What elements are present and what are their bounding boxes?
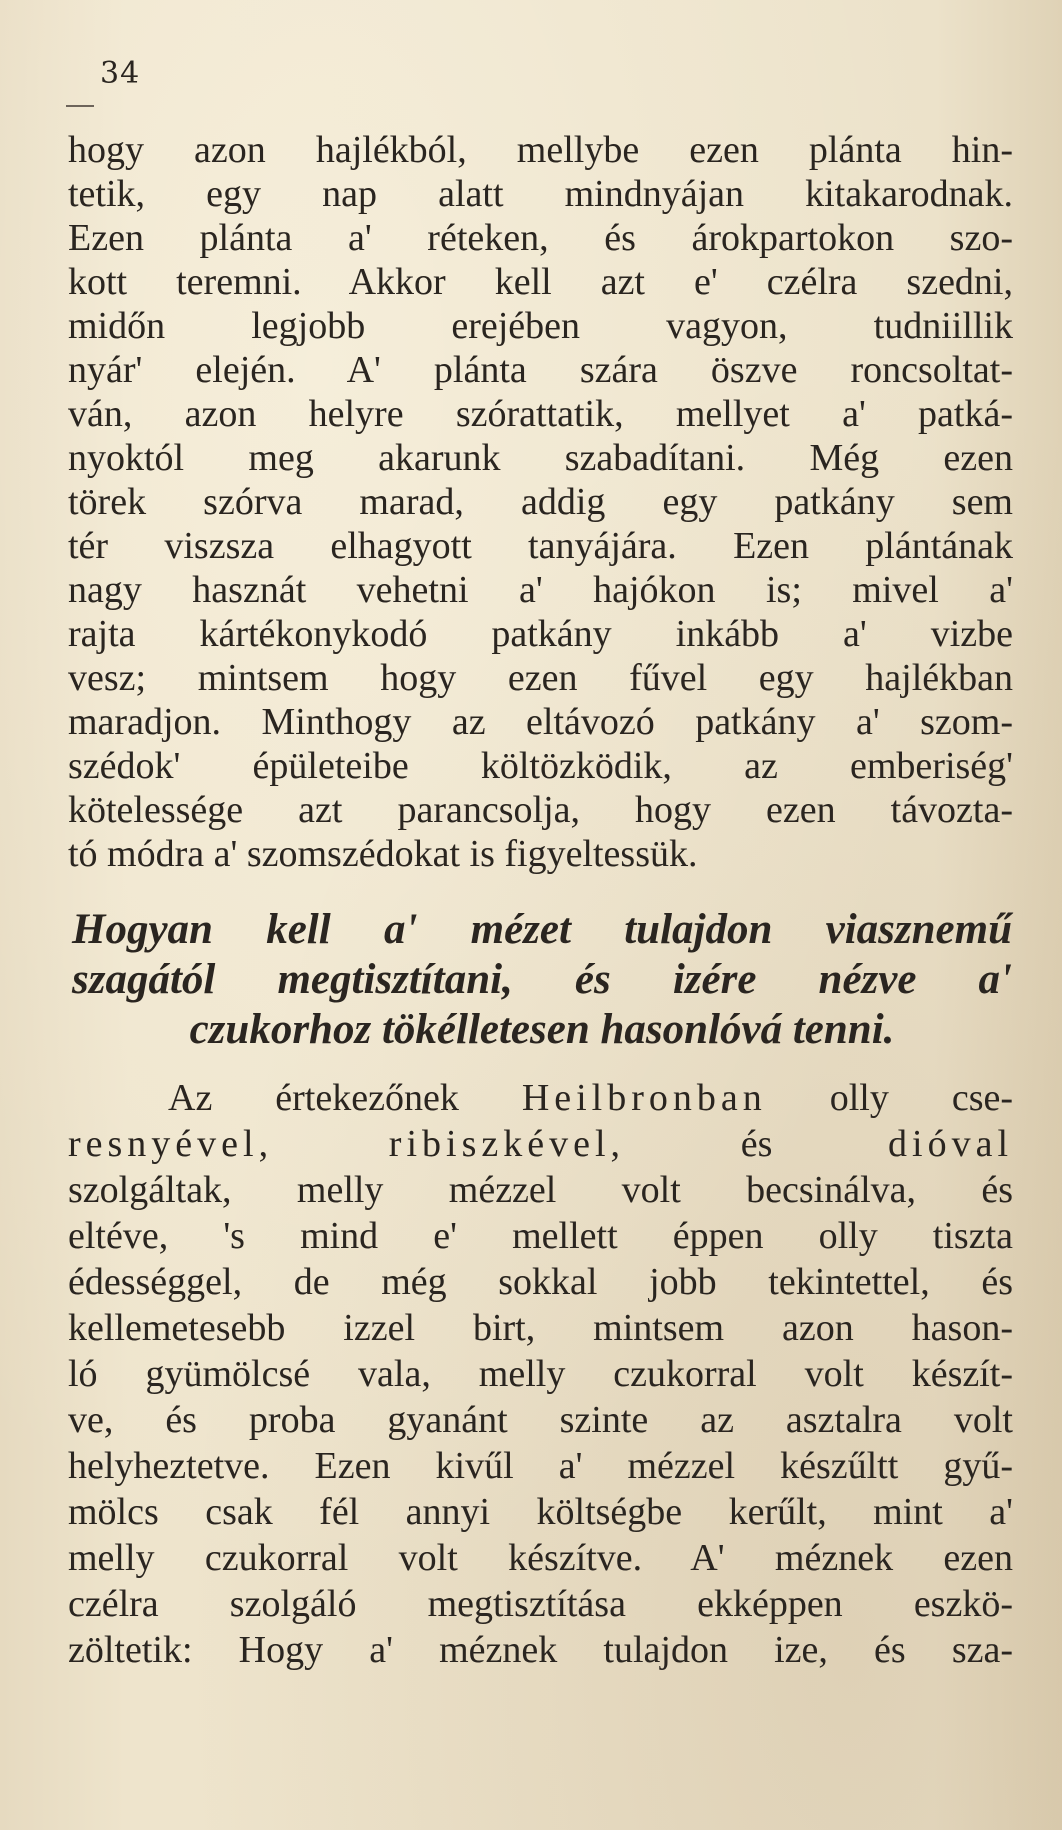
text-line: ván, azon helyre szórattatik, mellyet a' patká- — [68, 393, 1013, 435]
text-span: Az értekezőnek — [168, 1077, 459, 1119]
spaced-word: ribiszkével, — [388, 1123, 626, 1165]
text-line: kötelessége azt parancsolja, hogy ezen távozta- — [68, 789, 1013, 831]
text-line: midőn legjobb erejében vagyon, tudniillik — [68, 305, 1013, 347]
page-number: 34 — [100, 56, 141, 91]
text-line: ló gyümölcsé vala, melly czukorral volt készít- — [68, 1353, 1013, 1395]
spaced-name: Heilbronban — [521, 1077, 767, 1119]
text-line: nyár' elején. A' plánta szára öszve roncsoltat- — [68, 349, 1013, 391]
text-line — [68, 1122, 1013, 1166]
spaced-word: resnyével, — [68, 1123, 274, 1165]
text-line: tó módra a' szomszédokat is figyeltessük. — [68, 833, 698, 875]
text-line: tetik, egy nap alatt mindnyájan kitakarodnak. — [68, 173, 1013, 215]
text-line: szédok' épületeibe költözködik, az emberiség' — [68, 745, 1013, 787]
text-line: maradjon. Minthogy az eltávozó patkány a' szom- — [68, 701, 1013, 743]
text-line: kellemetesebb izzel birt, mintsem azon hason- — [68, 1307, 1013, 1349]
text-line: szolgáltak, melly mézzel volt becsinálva, és — [68, 1169, 1013, 1211]
text-line: czélra szolgáló megtisztítása ekképpen eszkö- — [68, 1583, 1013, 1625]
text-line: zöltetik: Hogy a' méznek tulajdon ize, és sza- — [68, 1629, 1013, 1671]
text-line: eltéve, 's mind e' mellett éppen olly tiszta — [68, 1215, 1013, 1257]
text-line: törek szórva marad, addig egy patkány sem — [68, 481, 1013, 523]
header-rule — [66, 105, 94, 107]
text-line: nagy hasznát vehetni a' hajókon is; mivel a' — [68, 569, 1013, 611]
text-line: hogy azon hajlékból, mellybe ezen plánta hin- — [68, 129, 1013, 171]
text-line: helyheztetve. Ezen kivűl a' mézzel készűltt gyű- — [68, 1445, 1013, 1487]
text-span: olly cse- — [829, 1077, 1014, 1119]
text-line — [168, 1076, 1013, 1120]
text-span: és — [740, 1123, 773, 1165]
text-line: nyoktól meg akarunk szabadítani. Még ezen — [68, 437, 1013, 479]
text-line: mölcs csak fél annyi költségbe kerűlt, mint a' — [68, 1491, 1013, 1533]
spaced-word: dióval — [888, 1123, 1014, 1165]
text-line: rajta kártékonykodó patkány inkább a' vizbe — [68, 613, 1013, 655]
section-heading-line: czukorhoz tökélletesen hasonlóvá tenni. — [189, 1006, 895, 1053]
text-line: Ezen plánta a' réteken, és árokpartokon szo- — [68, 217, 1013, 259]
text-line: kott teremni. Akkor kell azt e' czélra szedni, — [68, 261, 1013, 303]
text-line: vesz; mintsem hogy ezen fűvel egy hajlékban — [68, 657, 1013, 699]
section-heading-line: Hogyan kell a' mézet tulajdon viasznemű — [72, 906, 1012, 953]
text-line: édességgel, de még sokkal jobb tekintettel, és — [68, 1261, 1013, 1303]
text-line: melly czukorral volt készítve. A' méznek ezen — [68, 1537, 1013, 1579]
section-heading-line: szagától megtisztítani, és izére nézve a' — [72, 956, 1012, 1003]
text-line: ve, és proba gyanánt szinte az asztalra volt — [68, 1399, 1013, 1441]
text-line: tér viszsza elhagyott tanyájára. Ezen plántának — [68, 525, 1013, 567]
